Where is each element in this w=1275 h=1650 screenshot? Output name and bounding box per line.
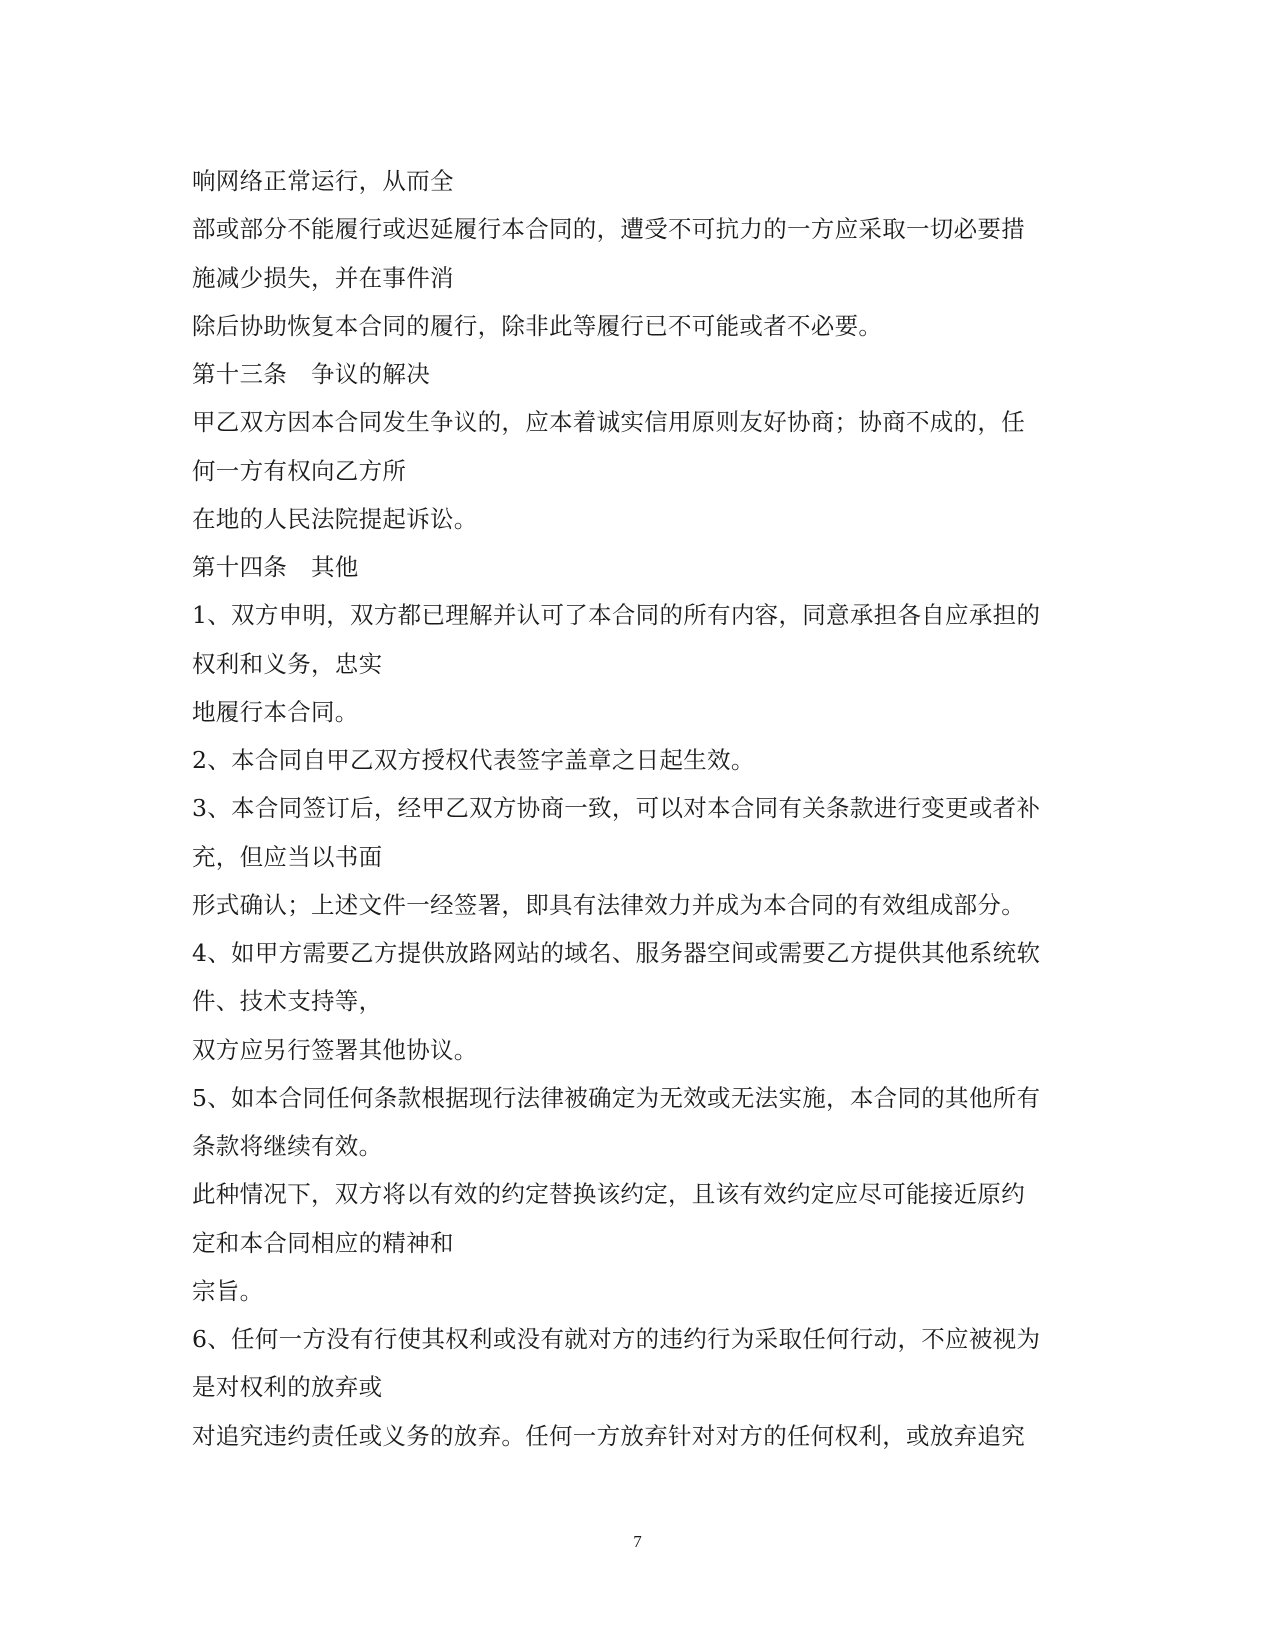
contract-body-text	[192, 157, 1092, 1460]
clause-6-text: 6、任何一方没有行使其权利或没有就对方的违约行为采取任何行动，不应被视为	[192, 1325, 1041, 1353]
text-line: 权利和义务，忠实	[192, 649, 383, 678]
text-line: 何一方有权向乙方所	[192, 456, 407, 485]
text-line: 充，但应当以书面	[192, 842, 383, 871]
text-line: 部或部分不能履行或迟延履行本合同的，遭受不可抗力的一方应采取一切必要措	[192, 215, 1025, 244]
article-13-heading: 第十三条 争议的解决	[192, 360, 430, 388]
text-line: 除后协助恢复本合同的履行，除非此等履行已不可能或者不必要。	[192, 311, 883, 340]
clause-4-text: 4、如甲方需要乙方提供放路网站的域名、服务器空间或需要乙方提供其他系统软	[192, 939, 1041, 967]
text-line: 此种情况下，双方将以有效的约定替换该约定，且该有效约定应尽可能接近原约	[192, 1180, 1025, 1209]
text-line: 施减少损失，并在事件消	[192, 263, 454, 292]
article-14-heading: 第十四条 其他	[192, 553, 359, 581]
text-line: 在地的人民法院提起诉讼。	[192, 504, 478, 533]
clause-3-text: 3、本合同签订后，经甲乙双方协商一致，可以对本合同有关条款进行变更或者补	[192, 794, 1041, 823]
text-line: 定和本合同相应的精神和	[192, 1228, 454, 1257]
text-line: 形式确认；上述文件一经签署，即具有法律效力并成为本合同的有效组成部分。	[192, 890, 1025, 919]
text-line: 件、技术支持等，	[192, 987, 383, 1016]
clause-5-text: 5、如本合同任何条款根据现行法律被确定为无效或无法实施，本合同的其他所有	[192, 1083, 1041, 1112]
text-line: 双方应另行签署其他协议。	[192, 1035, 478, 1064]
text-line: 宗旨。	[192, 1276, 264, 1305]
text-line: 对追究违约责任或义务的放弃。任何一方放弃针对对方的任何权利，或放弃追究	[192, 1421, 1025, 1450]
clause-2-text: 2、本合同自甲乙双方授权代表签字盖章之日起生效。	[192, 746, 755, 774]
clause-1-text: 1、双方申明，双方都已理解并认可了本合同的所有内容，同意承担各自应承担的	[192, 601, 1041, 630]
text-line: 甲乙双方因本合同发生争议的，应本着诚实信用原则友好协商；协商不成的，任	[192, 408, 1025, 437]
text-line: 地履行本合同。	[192, 697, 359, 726]
page-number: 7	[633, 1532, 642, 1551]
text-line: 条款将继续有效。	[192, 1132, 383, 1160]
text-line: 响网络正常运行，从而全	[192, 167, 454, 195]
text-line: 是对权利的放弃或	[192, 1373, 383, 1402]
